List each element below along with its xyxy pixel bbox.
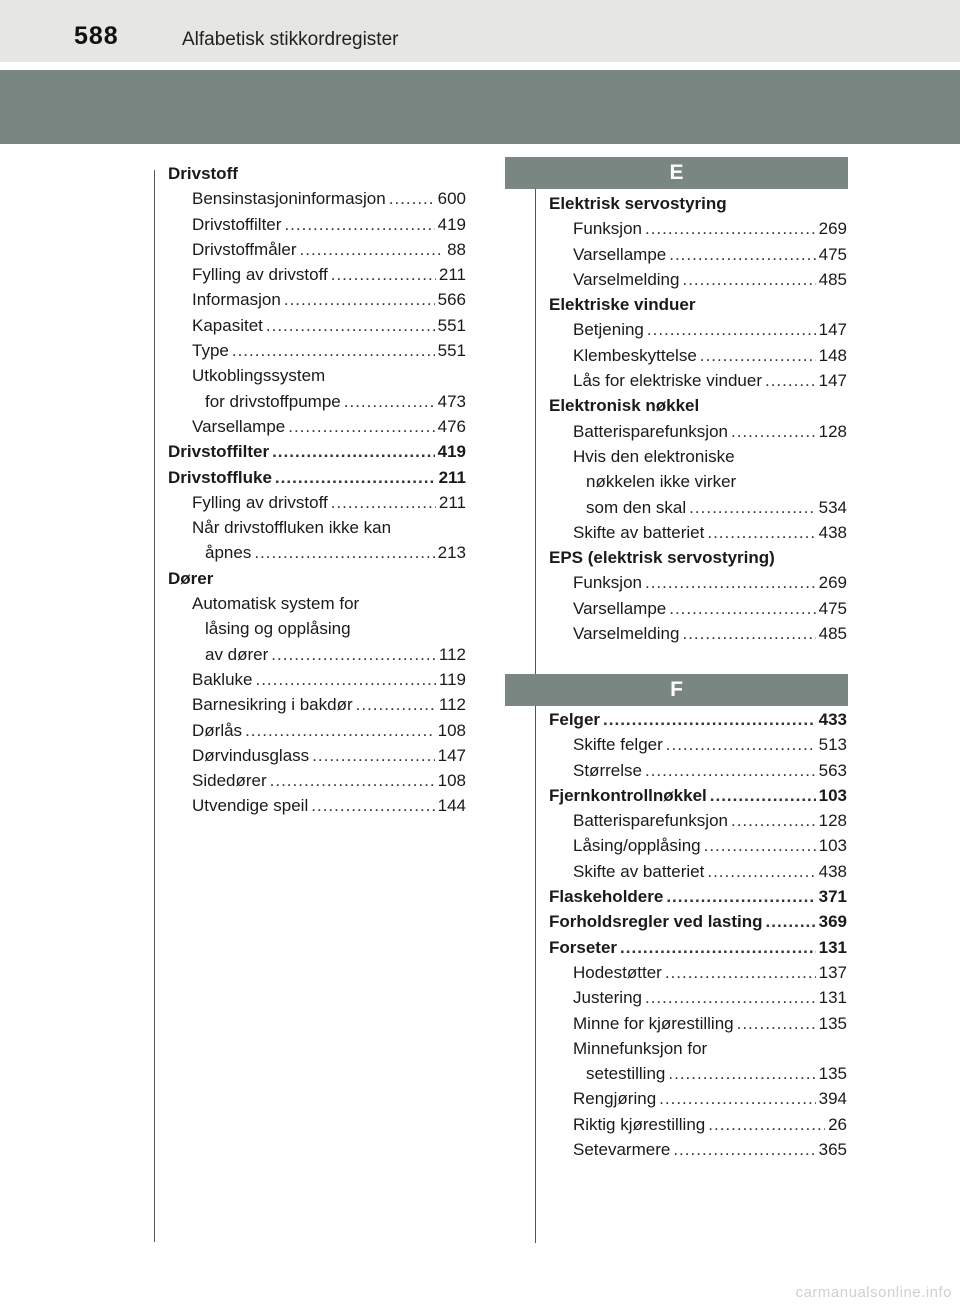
leader-dots [700,343,816,368]
leader-dots [300,237,445,262]
leader-dots [232,338,435,363]
entry-text: Varsellampe [573,244,667,264]
entry-text: Elektriske vinduer [549,295,696,315]
entry-text: Drivstoffluke [168,467,272,487]
leader-dots [284,212,434,237]
entry-text: Justering [573,988,642,1008]
entry-text: Elektronisk nøkkel [549,396,700,416]
page-reference: 148 [818,345,847,365]
leader-dots [288,414,434,439]
page-number: 588 [74,22,119,50]
entry-text: Funksjon [573,573,642,593]
index-subentry [168,287,466,312]
leader-dots [603,707,816,732]
index-entry [168,465,466,490]
index-subentry [168,212,466,237]
entry-text: nøkkelen ikke virker [586,472,737,492]
leader-dots [766,909,816,934]
leader-dots [272,439,435,464]
leader-dots [669,242,815,267]
index-subentry [549,469,847,494]
index-subentry [549,267,847,292]
leader-dots [312,743,434,768]
index-entry [549,935,847,960]
entry-text: Lås for elektriske vinduer [573,371,762,391]
entry-text: Minne for kjørestilling [573,1013,734,1033]
page-reference: 394 [818,1089,847,1109]
entry-text: Dørlås [192,720,243,740]
leader-dots [356,692,436,717]
index-subentry [549,419,847,444]
entry-text: Minnefunksjon for [573,1038,708,1058]
leader-dots [731,419,816,444]
index-subentry [168,515,466,540]
page-reference: 211 [438,492,466,512]
page-reference: 211 [438,265,466,285]
index-subentry [549,960,847,985]
leader-dots [704,833,816,858]
page-reference: 128 [818,421,847,441]
page-reference: 419 [437,214,466,234]
index-entry [549,707,847,732]
entry-text: Fjernkontrollnøkkel [549,785,707,805]
entry-text: Bakluke [192,669,253,689]
left-column-divider [154,170,155,1242]
page-reference: 563 [818,760,847,780]
entry-text: Forholdsregler ved lasting [549,912,763,932]
index-subentry [549,732,847,757]
index-subentry [549,368,847,393]
index-subentry [549,317,847,342]
index-subentry [168,743,466,768]
leader-dots [666,884,815,909]
page-reference: 438 [818,522,847,542]
page-reference: 365 [818,1140,847,1160]
index-subentry [549,1112,847,1137]
leader-dots [311,793,434,818]
entry-text: Varselmelding [573,624,680,644]
index-subentry [168,186,466,211]
page-reference: 551 [437,315,466,335]
entry-text: Skifte felger [573,735,663,755]
page-reference: 131 [818,988,847,1008]
leader-dots [270,768,435,793]
entry-text: Riktig kjørestilling [573,1114,706,1134]
leader-dots [266,313,435,338]
page-reference: 103 [818,836,847,856]
page-reference: 112 [438,695,466,715]
page-reference: 131 [818,937,847,957]
page-reference: 475 [818,598,847,618]
index-subentry [168,768,466,793]
index-entry [549,783,847,808]
entry-text: Barnesikring i bakdør [192,695,353,715]
leader-dots [255,667,435,692]
page-reference: 433 [818,710,847,729]
index-subentry [549,343,847,368]
index-entry [549,393,847,418]
entry-text: Låsing/opplåsing [573,836,701,856]
index-entry [549,884,847,909]
index-subentry [549,758,847,783]
index-subentry [549,1011,847,1036]
entry-text: Forseter [549,937,618,957]
section-header-f: F [505,674,848,706]
leader-dots [344,389,435,414]
page-reference: 108 [437,720,466,740]
leader-dots [708,1112,825,1137]
index-subentry [549,808,847,833]
leader-dots [682,267,815,292]
leader-dots [669,596,815,621]
page-reference: 475 [818,244,847,264]
page-reference: 269 [818,219,847,239]
page-reference: 485 [818,624,847,644]
page-reference: 119 [438,669,466,689]
leader-dots [645,570,816,595]
entry-text: Varsellampe [573,598,667,618]
page-reference: 600 [437,189,466,209]
page-reference: 108 [437,771,466,791]
leader-dots [331,490,436,515]
entry-text: Utvendige speil [192,796,309,816]
entry-text: Funksjon [573,219,642,239]
index-subentry [168,313,466,338]
index-subentry [549,1086,847,1111]
entry-text: Bensinstasjoninformasjon [192,189,386,209]
leader-dots [245,718,435,743]
entry-text: Varsellampe [192,416,286,436]
page-reference: 269 [818,573,847,593]
index-subentry [168,718,466,743]
index-subentry [168,540,466,565]
page-reference: 103 [818,785,847,805]
page-reference: 88 [447,239,466,259]
entry-text: for drivstoffpumpe [205,391,341,411]
leader-dots [620,935,816,960]
page-reference: 371 [818,887,847,907]
page-reference: 419 [437,442,466,462]
entry-text: Batterisparefunksjon [573,421,728,441]
index-subentry [168,642,466,667]
index-subentry [549,216,847,241]
right-column-divider [535,188,536,1243]
page-title: Alfabetisk stikkordregister [182,29,399,50]
leader-dots [389,186,435,211]
entry-text: som den skal [586,497,687,517]
entry-text: Automatisk system for [192,594,360,614]
leader-dots [673,1137,815,1162]
entry-text: Dørvindusglass [192,745,310,765]
page-reference: 566 [437,290,466,310]
leader-dots [331,262,436,287]
index-entry [168,439,466,464]
index-subentry [549,1061,847,1086]
index-subentry [549,596,847,621]
entry-text: Hvis den elektroniske [573,446,735,466]
index-entry [549,292,847,317]
entry-text: Rengjøring [573,1089,657,1109]
entry-text: Batterisparefunksjon [573,811,728,831]
leader-dots [659,1086,815,1111]
index-subentry [549,985,847,1010]
leader-dots [254,540,434,565]
page-reference: 144 [437,796,466,816]
index-section-f [549,707,847,1162]
index-entry [168,161,466,186]
entry-text: Hodestøtter [573,962,662,982]
header-bar [0,0,960,62]
leader-dots [707,859,815,884]
entry-text: Utkoblingssystem [192,366,326,386]
leader-dots [645,758,816,783]
index-subentry [549,833,847,858]
leader-dots [682,621,815,646]
leader-dots [689,495,815,520]
entry-text: Drivstoffmåler [192,239,297,259]
index-subentry [168,262,466,287]
entry-text: setestilling [586,1064,666,1084]
page-reference: 369 [818,912,847,932]
index-subentry [549,1036,847,1061]
page-reference: 135 [818,1013,847,1033]
page-reference: 438 [818,861,847,881]
index-subentry [168,414,466,439]
leader-dots [645,985,816,1010]
index-subentry [549,242,847,267]
entry-text: Størrelse [573,760,642,780]
index-subentry [168,793,466,818]
section-header-e: E [505,157,848,189]
index-entry [168,566,466,591]
index-left-column [168,161,466,819]
entry-text: Dører [168,568,214,588]
index-section-e [549,191,847,646]
entry-text: Klembeskyttelse [573,345,697,365]
leader-dots [710,783,816,808]
entry-text: av dører [205,644,269,664]
page-reference: 485 [818,269,847,289]
page-reference: 513 [818,735,847,755]
index-subentry [549,621,847,646]
leader-dots [645,216,816,241]
page-reference: 147 [818,371,847,391]
entry-text: Når drivstoffluken ikke kan [192,518,392,538]
index-subentry [168,490,466,515]
index-entry [549,909,847,934]
entry-text: Elektrisk servostyring [549,194,727,213]
index-subentry [549,1137,847,1162]
index-subentry [168,692,466,717]
page-reference: 211 [438,467,466,487]
entry-text: Type [192,341,229,361]
entry-text: Betjening [573,320,644,340]
leader-dots [647,317,816,342]
index-entry [549,191,847,216]
page-reference: 476 [437,416,466,436]
entry-text: Felger [549,710,601,729]
index-entry [549,545,847,570]
entry-text: låsing og opplåsing [205,619,351,639]
leader-dots [707,520,815,545]
entry-text: Kapasitet [192,315,263,335]
page-reference: 213 [437,543,466,563]
page-reference: 473 [437,391,466,411]
leader-dots [665,960,816,985]
entry-text: Setevarmere [573,1140,671,1160]
page-reference: 534 [818,497,847,517]
index-subentry [549,859,847,884]
entry-text: Flaskeholdere [549,887,664,907]
entry-text: Informasjon [192,290,281,310]
leader-dots [284,287,435,312]
entry-text: Drivstoffilter [192,214,282,234]
entry-text: Skifte av batteriet [573,861,705,881]
entry-text: Varselmelding [573,269,680,289]
page-reference: 137 [818,962,847,982]
entry-text: Fylling av drivstoff [192,265,328,285]
entry-text: Sidedører [192,771,267,791]
index-subentry [549,444,847,469]
page-reference: 147 [437,745,466,765]
leader-dots [666,732,816,757]
leader-dots [765,368,816,393]
entry-text: Drivstoffilter [168,442,270,462]
leader-dots [731,808,816,833]
leader-dots [275,465,436,490]
index-subentry [168,363,466,388]
index-subentry [168,338,466,363]
entry-text: EPS (elektrisk servostyring) [549,548,775,568]
page-reference: 147 [818,320,847,340]
index-subentry [549,495,847,520]
watermark: carmanualsonline.info [795,1284,952,1301]
page-reference: 551 [437,341,466,361]
index-subentry [168,667,466,692]
entry-text: Skifte av batteriet [573,522,705,542]
index-subentry [168,237,466,262]
header-band [0,70,960,144]
page-reference: 128 [818,811,847,831]
leader-dots [668,1061,815,1086]
entry-text: Fylling av drivstoff [192,492,328,512]
index-subentry [168,591,466,616]
index-subentry [168,389,466,414]
entry-text: åpnes [205,543,252,563]
page-reference: 112 [438,644,466,664]
leader-dots [737,1011,816,1036]
leader-dots [271,642,436,667]
page-reference: 135 [818,1064,847,1084]
index-subentry [549,520,847,545]
entry-text: Drivstoff [168,164,238,183]
index-subentry [549,570,847,595]
page-reference: 26 [828,1114,847,1134]
index-subentry [168,616,466,641]
